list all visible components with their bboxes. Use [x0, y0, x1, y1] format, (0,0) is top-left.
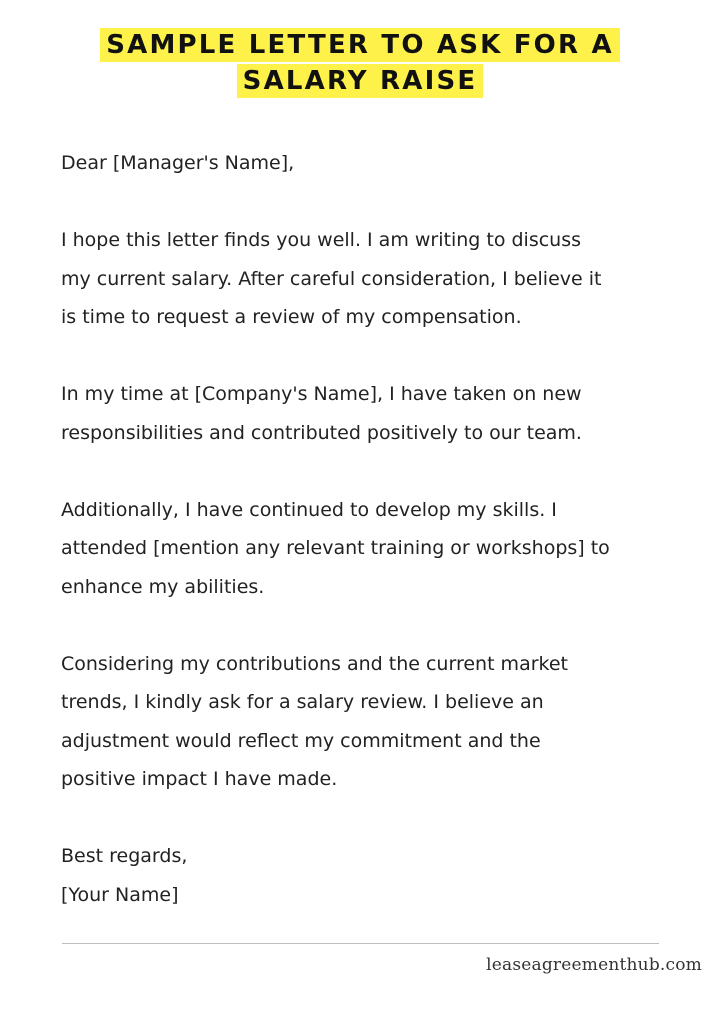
title-line-1: SAMPLE LETTER TO ASK FOR A [100, 28, 620, 62]
letter-paragraph-3 [61, 491, 681, 607]
title-line-2: SALARY RAISE [237, 64, 484, 98]
text-line: adjustment would reflect my commitment and the [61, 729, 541, 752]
letter-signature: [Your Name] [61, 883, 179, 906]
text-line: Considering my contributions and the current market [61, 652, 568, 675]
text-line: responsibilities and contributed positively to our team. [61, 421, 582, 444]
letter-paragraph-1 [61, 221, 681, 337]
footer-website: leaseagreementhub.com [486, 955, 702, 975]
paragraph-spacer [61, 606, 681, 645]
document-title [0, 28, 720, 98]
text-line: attended [mention any relevant training or workshops] to [61, 537, 610, 559]
letter-greeting: Dear [Manager's Name], [61, 152, 295, 174]
letter-paragraph-2 [61, 375, 681, 452]
letter-body [61, 144, 681, 914]
paragraph-spacer [61, 452, 681, 491]
text-line: In my time at [Company's Name], I have taken on new [61, 383, 582, 405]
text-line: I hope this letter finds you well. I am writing to discuss [61, 229, 582, 251]
text-line: positive impact I have made. [61, 768, 338, 790]
paragraph-spacer [61, 337, 681, 376]
paragraph-spacer [61, 183, 681, 222]
letter-closing: Best regards, [61, 845, 188, 867]
footer-divider [62, 943, 659, 944]
letter-paragraph-4 [61, 645, 681, 799]
text-line: enhance my abilities. [61, 575, 265, 598]
text-line: Additionally, I have continued to develop my skills. I [61, 498, 557, 521]
text-line: is time to request a review of my compensation. [61, 306, 522, 328]
text-line: trends, I kindly ask for a salary review. I believe an [61, 691, 544, 713]
paragraph-spacer [61, 799, 681, 838]
text-line: my current salary. After careful consideration, I believe it [61, 267, 602, 290]
